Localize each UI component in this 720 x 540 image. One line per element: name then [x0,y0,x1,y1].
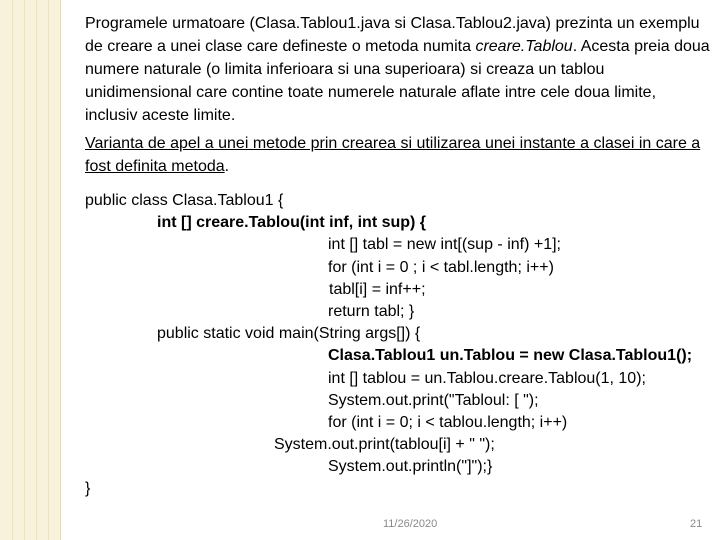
intro-text-end: . Acesta preia doua numere naturale (o limita inferioara si una superioara) si creaza un tablou unidimensional care contine toate numerele naturale aflate intre cele doua limite, inclusiv aceste limite. [85,38,710,124]
footer-date: 11/26/2020 [383,518,438,530]
intro-method-name: creare.Tablou [475,38,573,55]
code-line-5: tabl[i] = inf++; [329,280,426,298]
code-line-9: int [] tablou = un.Tablou.creare.Tablou(1, 10); [328,369,646,387]
intro-text-start: Programele urmatoare (Clasa.Tablou1.java si Clasa.Tablou2.java) prezinta un exemplu de creare a unei clase care defineste o metoda numita [85,15,700,55]
code-line-2: int [] creare.Tablou(int inf, int sup) { [157,214,427,232]
slide-content [85,12,710,501]
code-line-11: for (int i = 0; i < tablou.length; i++) [328,413,568,431]
band-line [48,0,49,540]
code-line-7: public static void main(String args[]) { [157,325,421,343]
code-line-8: Clasa.Tablou1 un.Tablou = new Clasa.Tablou1(); [328,347,693,365]
footer-page-number: 21 [690,518,703,530]
variant-period: . [224,158,230,175]
code-line-10: System.out.print("Tabloul: [ "); [328,391,539,409]
code-block [85,190,710,501]
left-decorative-band [0,0,61,540]
band-line [24,0,25,540]
band-line [12,0,13,540]
band-line [36,0,37,540]
code-line-3: int [] tabl = new int[(sup - inf) +1]; [328,236,561,254]
variant-underlined-text: Varianta de apel a unei metode prin crearea si utilizarea unei instante a clasei in care a fost definita metoda [85,135,701,175]
code-line-6: return tabl; } [328,302,415,320]
intro-paragraph [85,12,710,127]
code-line-12: System.out.print(tablou[i] + " "); [274,436,495,454]
code-line-1: public class Clasa.Tablou1 { [85,192,284,209]
code-line-13: System.out.println("]");} [328,458,493,476]
code-line-14: } [85,480,91,498]
code-line-4: for (int i = 0 ; i < tabl.length; i++) [328,258,554,276]
variant-paragraph [85,132,710,178]
